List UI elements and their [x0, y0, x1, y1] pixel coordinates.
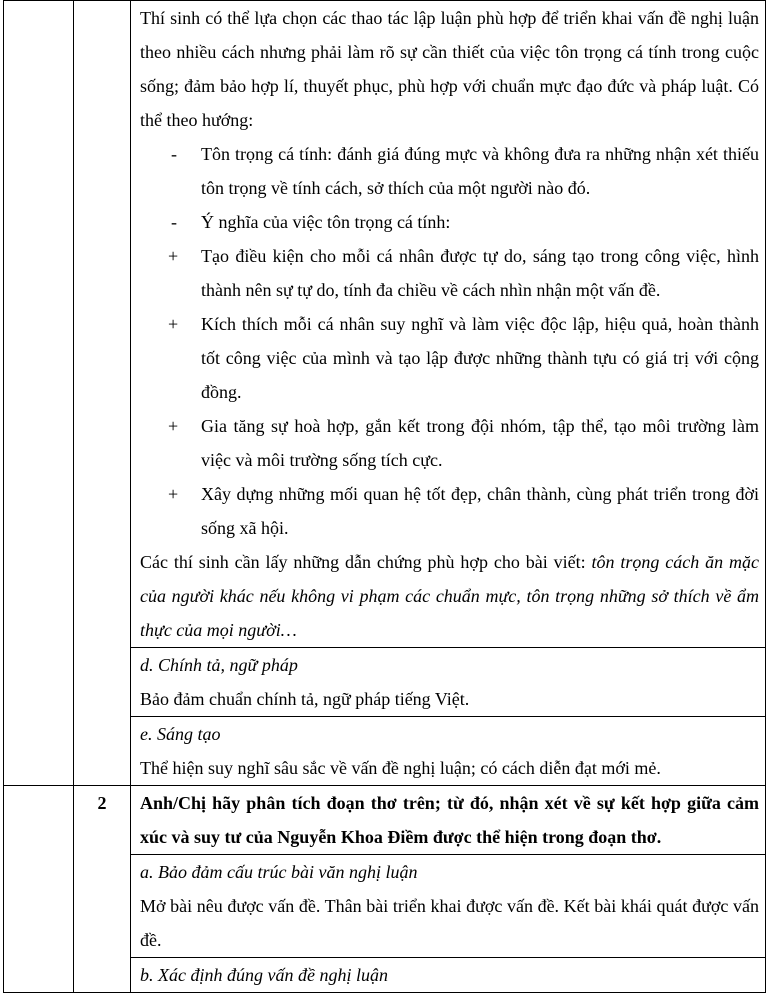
table-row — [4, 1, 766, 648]
section-a-cell — [131, 855, 766, 958]
question-prompt-cell — [131, 786, 766, 855]
question-number: 2 — [74, 786, 131, 993]
empty-cell — [74, 1, 131, 786]
content-cell — [131, 1, 766, 648]
section-heading: d. Chính tả, ngữ pháp — [140, 655, 298, 675]
table-row — [4, 786, 766, 855]
empty-cell — [4, 1, 74, 786]
list-item: + Xây dựng những mối quan hệ tốt đẹp, chân thành, cùng phát triển trong đời sống xã hội. — [168, 484, 759, 538]
section-b-cell — [131, 958, 766, 993]
answer-key-table — [3, 0, 766, 993]
section-heading: a. Bảo đảm cấu trúc bài văn nghị luận — [140, 862, 418, 882]
section-text: Bảo đảm chuẩn chính tả, ngữ pháp tiếng Việt. — [140, 689, 470, 709]
section-text: Thể hiện suy nghĩ sâu sắc về vấn đề nghị luận; có cách diễn đạt mới mẻ. — [140, 758, 661, 778]
section-e-cell — [131, 717, 766, 786]
list-item: - Tôn trọng cá tính: đánh giá đúng mực và không đưa ra những nhận xét thiếu tôn trọng về tính cách, sở thích của một người nào đó. — [171, 144, 759, 198]
empty-cell — [4, 786, 74, 993]
list-item: - Ý nghĩa của việc tôn trọng cá tính: — [171, 212, 451, 232]
evidence-paragraph: Các thí sinh cần lấy những dẫn chứng phù hợp cho bài viết: tôn trọng cách ăn mặc của người khác nếu không vi phạm các chuẩn mực, tôn trọng những sở thích về ẩm thực của mọi người… — [140, 552, 759, 640]
intro-paragraph: Thí sinh có thể lựa chọn các thao tác lập luận phù hợp để triển khai vấn đề nghị luận theo nhiều cách nhưng phải làm rõ sự cần thiết của việc tôn trọng cá tính trong cuộc sống; đảm bảo hợp lí, thuyết phục, phù hợp với chuẩn mực đạo đức và pháp luật. Có thể theo hướng: — [140, 8, 759, 130]
list-item: + Tạo điều kiện cho mỗi cá nhân được tự do, sáng tạo trong công việc, hình thành nên sự tự do, tính đa chiều về cách nhìn nhận một vấn đề. — [168, 246, 759, 300]
section-heading: e. Sáng tạo — [140, 724, 221, 744]
list-item: + Kích thích mỗi cá nhân suy nghĩ và làm việc độc lập, hiệu quả, hoàn thành tốt công việc của mình và tạo lập được những thành tựu có giá trị với cộng đồng. — [168, 314, 759, 402]
section-text: Mở bài nêu được vấn đề. Thân bài triển khai được vấn đề. Kết bài khái quát được vấn đề. — [140, 896, 759, 950]
list-item: + Gia tăng sự hoà hợp, gắn kết trong đội nhóm, tập thể, tạo môi trường làm việc và môi trường sống tích cực. — [168, 416, 759, 470]
section-heading: b. Xác định đúng vấn đề nghị luận — [140, 965, 388, 985]
section-d-cell — [131, 648, 766, 717]
question-prompt: Anh/Chị hãy phân tích đoạn thơ trên; từ đó, nhận xét về sự kết hợp giữa cảm xúc và suy tư của Nguyễn Khoa Điềm được thể hiện trong đoạn thơ. — [140, 793, 759, 847]
